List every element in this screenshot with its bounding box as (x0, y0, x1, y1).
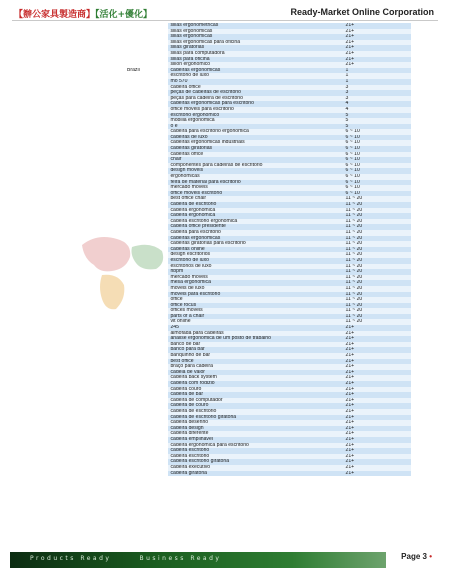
table-row (71, 471, 411, 477)
keyword-cell: cadeiras ergonômicas (168, 236, 342, 242)
rank-range-cell: 11 ~ 20 (343, 275, 412, 281)
rank-range-cell: 6 ~ 10 (343, 163, 412, 169)
keyword-cell: cadeiras ergonomicas industriais (168, 140, 342, 146)
keyword-cell: 245 (168, 325, 342, 331)
keyword-cell: cadeia de valor (168, 370, 342, 376)
keyword-cell: cadeiras online (168, 247, 342, 253)
keyword-cell: banco de bar (168, 342, 342, 348)
rank-range-cell: 21+ (343, 40, 412, 46)
keyword-cell: escritorio ergonomico (168, 113, 342, 119)
rank-range-cell: 1 (343, 68, 412, 74)
keyword-cell: ergonomicas (168, 174, 342, 180)
keyword-cell: cadeira com rodizio (168, 381, 342, 387)
rank-range-cell: 11 ~ 20 (343, 196, 412, 202)
rank-range-cell: 11 ~ 20 (343, 213, 412, 219)
keyword-cell: design moveis (168, 168, 342, 174)
rank-range-cell: 21+ (343, 34, 412, 40)
rank-range-cell: 6 ~ 10 (343, 168, 412, 174)
rank-range-cell: 6 ~ 10 (343, 140, 412, 146)
country-cell: Brazil (127, 67, 140, 73)
keyword-cell: sillas giratorias (168, 45, 342, 51)
spacer-cell (162, 471, 169, 477)
keyword-cell: cadeira escritorio giratoria (168, 459, 342, 465)
keyword-cell: sillas ergonometricas (168, 23, 342, 29)
keyword-cell: feira de material para escritorio (168, 180, 342, 186)
keyword-cell: banquinho de bar (168, 353, 342, 359)
keyword-cell: sillas para computadora (168, 51, 342, 57)
rank-range-cell: 21+ (343, 347, 412, 353)
rank-range-cell: 21+ (343, 23, 412, 29)
rank-range-cell: 21+ (343, 342, 412, 348)
keyword-table (71, 23, 411, 476)
keyword-cell: cadeira de bar (168, 392, 342, 398)
keyword-cell: mercado moveis (168, 185, 342, 191)
rank-range-cell: 11 ~ 20 (343, 247, 412, 253)
keyword-cell: cadeira office presidente (168, 224, 342, 230)
header-left (14, 7, 152, 20)
keyword-cell: cadeira para escritorio ergonomica (168, 129, 342, 135)
keyword-cell: mesa ergonomica (168, 280, 342, 286)
rank-range-cell: 11 ~ 20 (343, 269, 412, 275)
keyword-cell: braço para cadeira (168, 364, 342, 370)
rank-range-cell: 11 ~ 20 (343, 280, 412, 286)
keyword-cell: cadeira de escritorio giratoria (168, 415, 342, 421)
rank-range-cell: 21+ (343, 420, 412, 426)
rank-range-cell: 21+ (343, 57, 412, 63)
footer-slogan-products: Products Ready (30, 555, 112, 562)
keyword-cell: cadeiras ergonomicas para escritorio (168, 101, 342, 107)
rank-range-cell: 6 ~ 10 (343, 157, 412, 163)
keyword-cell: chair (168, 157, 342, 163)
keyword-cell: design escritorios (168, 252, 342, 258)
keyword-cell: cadeiras ergonomicas (168, 68, 342, 74)
page-number-label: Page 3 (401, 552, 427, 561)
keyword-cell: cadeira escritorio ergonomica (168, 219, 342, 225)
keyword-cell: o e (168, 124, 342, 130)
rank-range-cell: 6 ~ 10 (343, 185, 412, 191)
rank-range-cell: 21+ (343, 454, 412, 460)
rank-range-cell: 21+ (343, 370, 412, 376)
keyword-cell: sillas ergonomicas para oficina (168, 40, 342, 46)
rank-range-cell: 3 (343, 85, 412, 91)
rank-range-cell: 11 ~ 20 (343, 303, 412, 309)
keyword-cell: cadeira office (168, 85, 342, 91)
keyword-cell: mercado moveis (168, 275, 342, 281)
rank-range-cell: 6 ~ 10 (343, 129, 412, 135)
rank-range-cell: 21+ (343, 353, 412, 359)
keyword-cell: cadeira para escritorio (168, 230, 342, 236)
rank-range-cell: 21+ (343, 426, 412, 432)
rank-range-cell: 11 ~ 20 (343, 286, 412, 292)
keyword-cell: cadeira de escritorio (168, 409, 342, 415)
keyword-cell: sillas ergonomicas (168, 29, 342, 35)
rank-range-cell: 21+ (343, 431, 412, 437)
rank-range-cell: 3 (343, 96, 412, 102)
keyword-cell: cadeiras office (168, 152, 342, 158)
rank-range-cell: 11 ~ 20 (343, 241, 412, 247)
keyword-cell: cadeira ergonômica (168, 213, 342, 219)
keyword-cell: office (168, 297, 342, 303)
keyword-cell: hbpm (168, 269, 342, 275)
footer-slogan (30, 555, 249, 562)
rank-range-cell: 11 ~ 20 (343, 202, 412, 208)
keyword-cell: cadeira de computador (168, 398, 342, 404)
page-number-dot: • (429, 552, 432, 561)
keyword-cell: analise ergonomica de um posto de trabalho (168, 336, 342, 342)
keyword-cell: cadeiras giratorias (168, 146, 342, 152)
rank-range-cell: 6 ~ 10 (343, 174, 412, 180)
keyword-cell: cadeira executivo (168, 465, 342, 471)
rank-range-cell: 21+ (343, 459, 412, 465)
rank-range-cell: 11 ~ 20 (343, 264, 412, 270)
rank-range-cell: 21+ (343, 409, 412, 415)
rank-range-cell: 21+ (343, 364, 412, 370)
keyword-cell: escritorios de luxo (168, 264, 342, 270)
keyword-cell: cadeiras giratorias para escritório (168, 241, 342, 247)
rank-range-cell: 21+ (343, 45, 412, 51)
rank-range-cell: 21+ (343, 381, 412, 387)
rank-range-cell: 6 ~ 10 (343, 191, 412, 197)
keyword-cell: sillon ergonomico (168, 62, 342, 68)
keyword-cell: moveis para escritório (168, 292, 342, 298)
rank-range-cell: 11 ~ 20 (343, 292, 412, 298)
rank-range-cell: 21+ (343, 398, 412, 404)
keyword-cell: cadeira couro (168, 387, 342, 393)
rank-range-cell: 5 (343, 118, 412, 124)
rank-range-cell: 11 ~ 20 (343, 314, 412, 320)
keyword-table-grid (71, 23, 411, 476)
keyword-cell: peças de cadeiras de escritorio (168, 90, 342, 96)
keyword-cell: cadeira desenho (168, 420, 342, 426)
keyword-cell: cadeira empilhavel (168, 437, 342, 443)
keyword-cell: cadeira design (168, 426, 342, 432)
country-cell (71, 471, 162, 477)
keyword-cell: almofada para cadeiras (168, 331, 342, 337)
keyword-cell: best office (168, 359, 342, 365)
header-company-title: Ready-Market Online Corporation (290, 7, 434, 17)
page-header (0, 0, 450, 22)
rank-range-cell: 21+ (343, 62, 412, 68)
rank-range-cell: 21+ (343, 471, 412, 477)
rank-range-cell: 21+ (343, 359, 412, 365)
keyword-cell: offices moveis (168, 308, 342, 314)
keyword-cell: banco para bar (168, 347, 342, 353)
rank-range-cell: 11 ~ 20 (343, 308, 412, 314)
rank-range-cell: 21+ (343, 415, 412, 421)
keyword-cell: peças para cadeira de escritorio (168, 96, 342, 102)
keyword-cell: sillas ergonomicas (168, 34, 342, 40)
keyword-cell: cadeira ergonomica (168, 208, 342, 214)
keyword-cell: parts of a chair (168, 314, 342, 320)
keyword-cell: cadeiras de luxo (168, 135, 342, 141)
rank-range-cell: 21+ (343, 29, 412, 35)
rank-range-cell: 21+ (343, 51, 412, 57)
header-company-cn: 【辦公家具製造商】 (14, 10, 96, 20)
keyword-cell: cadeira diferente (168, 431, 342, 437)
keyword-cell: mo 570 (168, 79, 342, 85)
rank-range-cell: 21+ (343, 387, 412, 393)
keyword-cell: cadeira ergonomica para escritorio (168, 443, 342, 449)
rank-range-cell: 11 ~ 20 (343, 208, 412, 214)
rank-range-cell: 21+ (343, 336, 412, 342)
rank-range-cell: 21+ (343, 448, 412, 454)
rank-range-cell: 11 ~ 20 (343, 224, 412, 230)
rank-range-cell: 1 (343, 73, 412, 79)
keyword-cell: mobilia ergonomica (168, 118, 342, 124)
rank-range-cell: 1 (343, 79, 412, 85)
keyword-cell: vit online (168, 319, 342, 325)
rank-range-cell: 6 ~ 10 (343, 180, 412, 186)
keyword-cell: best office chair (168, 196, 342, 202)
rank-range-cell: 21+ (343, 437, 412, 443)
rank-range-cell: 6 ~ 10 (343, 146, 412, 152)
rank-range-cell: 21+ (343, 465, 412, 471)
rank-range-cell: 21+ (343, 325, 412, 331)
keyword-cell: cadeira back system (168, 375, 342, 381)
rank-range-cell: 11 ~ 20 (343, 230, 412, 236)
keyword-cell: office focus (168, 303, 342, 309)
rank-range-cell: 11 ~ 20 (343, 258, 412, 264)
rank-range-cell: 21+ (343, 392, 412, 398)
footer-slogan-business: Business Ready (139, 555, 222, 562)
keyword-cell: componentes para cadeiras de escritório (168, 163, 342, 169)
keyword-cell: cadeira de escritório (168, 202, 342, 208)
rank-range-cell: 21+ (343, 375, 412, 381)
keyword-cell: escritório de luxo (168, 258, 342, 264)
rank-range-cell: 21+ (343, 443, 412, 449)
rank-range-cell: 11 ~ 20 (343, 252, 412, 258)
header-divider (12, 20, 438, 21)
rank-range-cell: 11 ~ 20 (343, 297, 412, 303)
keyword-cell: cadeira giratoria (168, 471, 342, 477)
rank-range-cell: 11 ~ 20 (343, 319, 412, 325)
keyword-cell: cadeira escritório (168, 454, 342, 460)
keyword-cell: moveis de luxo (168, 286, 342, 292)
rank-range-cell: 5 (343, 113, 412, 119)
keyword-cell: sillas para oficina (168, 57, 342, 63)
rank-range-cell: 5 (343, 124, 412, 130)
keyword-cell: cadeira de couro (168, 403, 342, 409)
rank-range-cell: 21+ (343, 331, 412, 337)
rank-range-cell: 6 ~ 10 (343, 152, 412, 158)
keyword-cell: cadeira escritorio (168, 448, 342, 454)
rank-range-cell: 11 ~ 20 (343, 219, 412, 225)
rank-range-cell: 4 (343, 101, 412, 107)
rank-range-cell: 21+ (343, 403, 412, 409)
keyword-cell: office moveis escritorio (168, 191, 342, 197)
keyword-cell: escritorio de luxo (168, 73, 342, 79)
rank-range-cell: 11 ~ 20 (343, 236, 412, 242)
rank-range-cell: 4 (343, 107, 412, 113)
header-tagline-cn: 【活化+優化】 (95, 10, 153, 20)
keyword-cell: office moveis para escritorio (168, 107, 342, 113)
rank-range-cell: 6 ~ 10 (343, 135, 412, 141)
page-number (401, 552, 432, 561)
rank-range-cell: 3 (343, 90, 412, 96)
